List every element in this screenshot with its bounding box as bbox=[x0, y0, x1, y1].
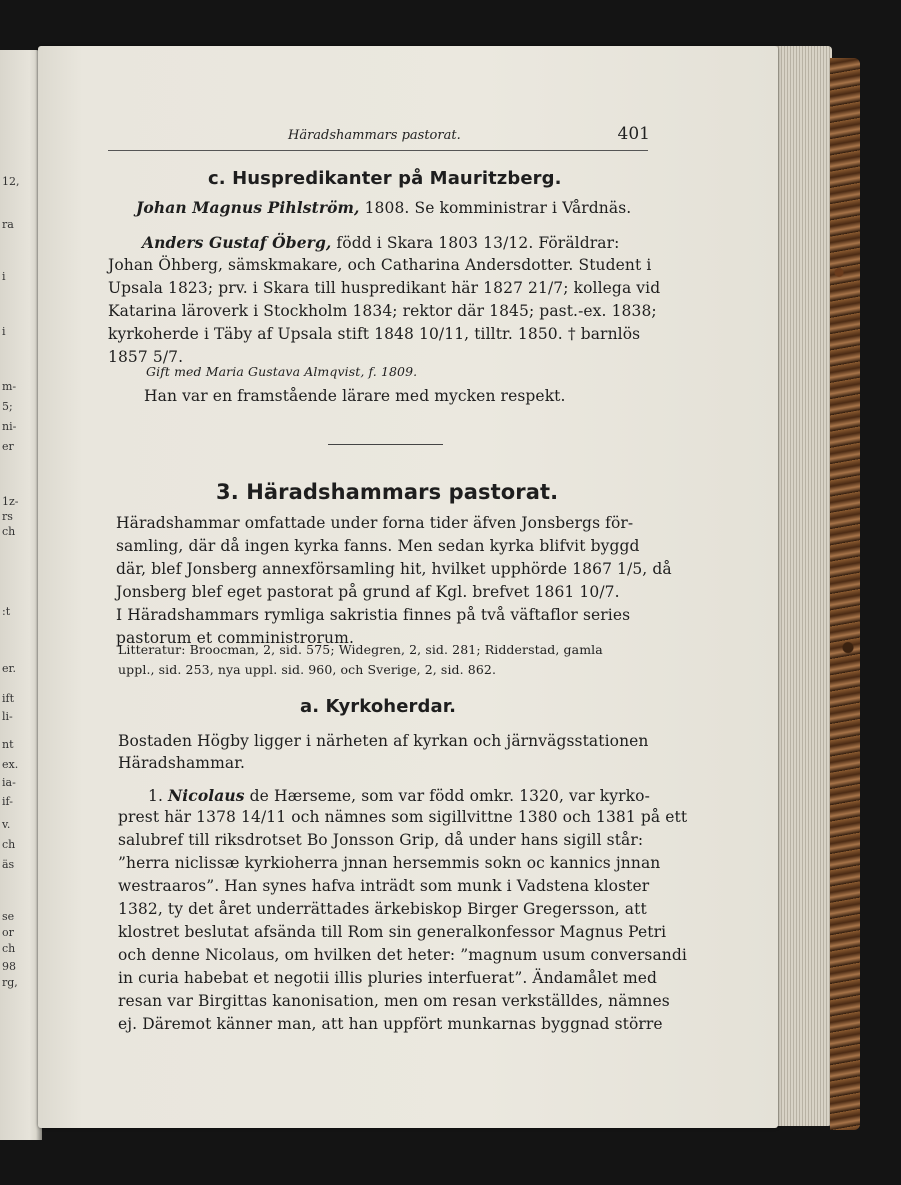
entry-text: de Hærseme, som var född omkr. 1320, var kyrko- bbox=[249, 787, 650, 805]
text-line: 1382, ty det året underrättades ärkebiskop Birger Gregersson, att bbox=[118, 900, 647, 918]
entry-text: 1808. Se komministrar i Vårdnäs. bbox=[364, 199, 632, 217]
text-line: Jonsberg blef eget pastorat på grund af Kgl. brefvet 1861 10/7. bbox=[116, 583, 620, 601]
entry-oberg-first-line bbox=[142, 233, 619, 252]
left-page-text-fragment: 98 bbox=[2, 960, 16, 973]
entry-pihlstrom bbox=[136, 198, 631, 217]
text-line: resan var Birgittas kanonisation, men om resan verkställdes, nämnes bbox=[118, 992, 670, 1010]
person-name: Anders Gustaf Öberg, bbox=[142, 233, 332, 252]
left-page-text-fragment: ch bbox=[2, 942, 16, 955]
text-line: Häradshammar omfattade under forna tider äfven Jonsbergs för- bbox=[116, 514, 634, 532]
text-line: kyrkoherde i Täby af Upsala stift 1848 10/11, tilltr. 1850. † barnlös bbox=[108, 325, 641, 343]
book-cover-marbled bbox=[830, 58, 860, 1130]
left-page-text-fragment: 5; bbox=[2, 400, 13, 413]
left-page-text-fragment: rg, bbox=[2, 976, 18, 989]
entry-number: 1. bbox=[148, 787, 163, 805]
text-line: prest här 1378 14/11 och nämnes som sigillvittne 1380 och 1381 på ett bbox=[118, 808, 688, 826]
person-name: Johan Magnus Pihlström, bbox=[136, 198, 360, 217]
closing-remark: Han var en framstående lärare med mycken respekt. bbox=[144, 387, 566, 405]
left-page-text-fragment: rs bbox=[2, 510, 13, 523]
section-3-heading: 3. Häradshammars pastorat. bbox=[216, 480, 559, 504]
text-line: där, blef Jonsberg annexförsamling hit, hvilket upphörde 1867 1/5, då bbox=[116, 560, 672, 578]
text-line: salubref till riksdrotset Bo Jonsson Grip, då under hans sigill står: bbox=[118, 831, 644, 849]
left-page-text-fragment: ex. bbox=[2, 758, 19, 771]
left-page-text-fragment: ch bbox=[2, 525, 16, 538]
left-page-text-fragment: v. bbox=[2, 818, 11, 831]
left-page-text-fragment: m- bbox=[2, 380, 17, 393]
left-page-text-fragment: :t bbox=[2, 605, 11, 618]
left-page-text-fragment: 1z- bbox=[2, 495, 19, 508]
text-line: samling, där då ingen kyrka fanns. Men sedan kyrka blifvit byggd bbox=[116, 537, 640, 555]
left-page-text-fragment: or bbox=[2, 926, 14, 939]
text-line: pastorum et comministrorum. bbox=[116, 629, 354, 647]
left-page-text-fragment: ch bbox=[2, 838, 16, 851]
left-page-text-fragment: nt bbox=[2, 738, 14, 751]
literature-line: uppl., sid. 253, nya uppl. sid. 960, och Sverige, 2, sid. 862. bbox=[118, 662, 497, 677]
left-page-text-fragment: se bbox=[2, 910, 15, 923]
left-page-text-fragment: er. bbox=[2, 662, 17, 675]
text-line: Bostaden Högby ligger i närheten af kyrkan och järnvägsstationen bbox=[118, 732, 649, 750]
text-line: Upsala 1823; prv. i Skara till huspredikant här 1827 21/7; kollega vid bbox=[108, 279, 661, 297]
person-name: Nicolaus bbox=[168, 786, 245, 805]
section-c-heading: c. Huspredikanter på Mauritzberg. bbox=[208, 168, 562, 189]
running-header bbox=[108, 124, 648, 151]
text-line: och denne Nicolaus, om hvilken det heter: ”magnum usum conversandi bbox=[118, 946, 687, 964]
text-line: Häradshammar. bbox=[118, 754, 246, 772]
left-page-text-fragment: if- bbox=[2, 795, 13, 808]
text-line: 1857 5/7. bbox=[108, 348, 184, 366]
text-line: in curia habebat et negotii illis pluries interfuerat”. Ändamålet med bbox=[118, 969, 658, 987]
right-page bbox=[38, 46, 778, 1128]
marriage-note: Gift med Maria Gustava Almqvist, f. 1809. bbox=[146, 364, 418, 379]
text-line: Katarina läroverk i Stockholm 1834; rektor där 1845; past.-ex. 1838; bbox=[108, 302, 657, 320]
text-line: Johan Öhberg, sämskmakare, och Catharina Andersdotter. Student i bbox=[108, 256, 652, 274]
left-page-text-fragment: i bbox=[2, 325, 6, 338]
left-page-text-fragment: ift bbox=[2, 692, 15, 705]
text-line: klostret beslutat afsända till Rom sin generalkonfessor Magnus Petri bbox=[118, 923, 667, 941]
section-divider bbox=[328, 444, 443, 445]
left-page-text-fragment: 12, bbox=[2, 175, 20, 188]
section-a-heading: a. Kyrkoherdar. bbox=[300, 696, 457, 717]
entry-nicolaus-first-line bbox=[148, 786, 650, 805]
left-page-text-fragment: äs bbox=[2, 858, 15, 871]
literature-line: Litteratur: Broocman, 2, sid. 575; Widegren, 2, sid. 281; Ridderstad, gamla bbox=[118, 642, 603, 657]
left-page-edge bbox=[0, 50, 42, 1140]
text-line: ”herra niclissæ kyrkioherra jnnan hersemmis sokn oc kannics jnnan bbox=[118, 854, 661, 872]
left-page-text-fragment: ia- bbox=[2, 776, 16, 789]
header-title: Häradshammars pastorat. bbox=[288, 128, 461, 143]
left-page-text-fragment: ni- bbox=[2, 420, 17, 433]
text-line: I Häradshammars rymliga sakristia finnes på två väftaflor series bbox=[116, 606, 631, 624]
entry-text: född i Skara 1803 13/12. Föräldrar: bbox=[336, 234, 620, 252]
left-page-text-fragment: li- bbox=[2, 710, 13, 723]
left-page-text-fragment: er bbox=[2, 440, 14, 453]
left-page-text-fragment: ra bbox=[2, 218, 14, 231]
left-page-text-fragment: i bbox=[2, 270, 6, 283]
text-line: westraaros”. Han synes hafva inträdt som munk i Vadstena kloster bbox=[118, 877, 650, 895]
page-block-edges bbox=[770, 46, 832, 1126]
page-number: 401 bbox=[617, 124, 650, 144]
text-line: ej. Däremot känner man, att han uppfört munkarnas byggnad större bbox=[118, 1015, 663, 1033]
